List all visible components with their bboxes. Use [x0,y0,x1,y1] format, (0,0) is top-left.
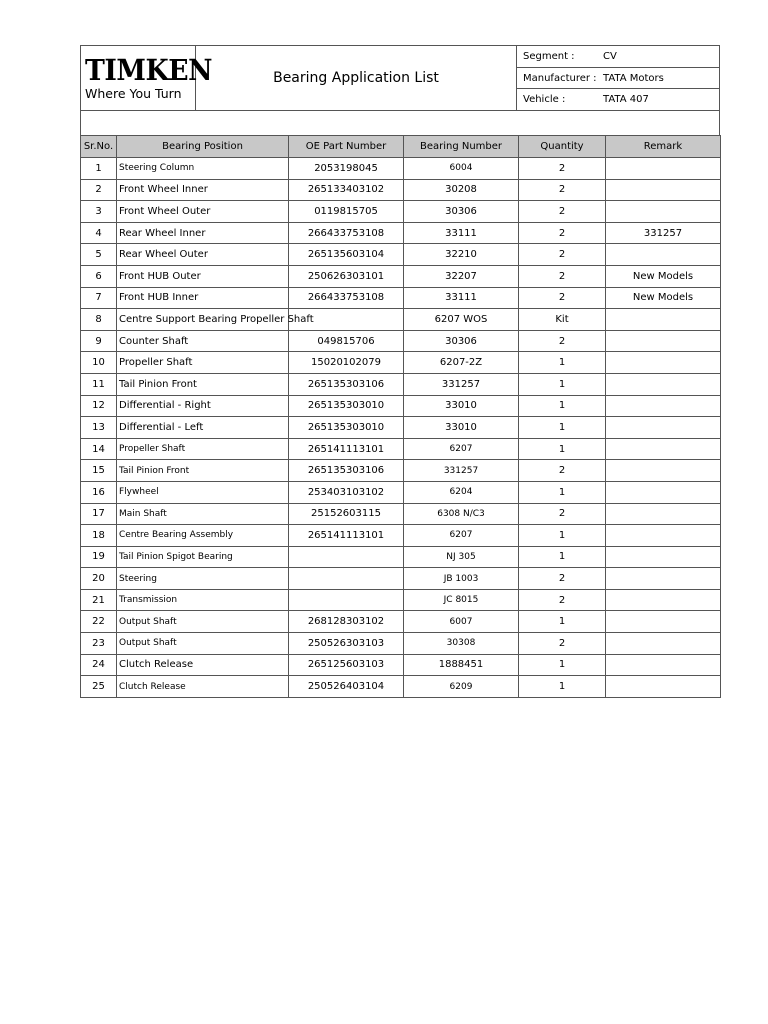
cell-remark [606,158,721,180]
cell-sr-no: 13 [81,417,117,439]
cell-bearing-position: Clutch Release [117,676,289,698]
cell-sr-no: 7 [81,287,117,309]
cell-bearing-number: JB 1003 [404,568,519,590]
cell-remark [606,309,721,331]
cell-sr-no: 10 [81,352,117,374]
cell-quantity: 1 [519,654,606,676]
cell-remark [606,244,721,266]
cell-bearing-number: NJ 305 [404,546,519,568]
cell-sr-no: 22 [81,611,117,633]
cell-oe-part-number: 250526303103 [289,633,404,655]
cell-bearing-position: Differential - Right [117,395,289,417]
cell-quantity: Kit [519,309,606,331]
meta-vehicle [517,89,719,110]
table-row [81,222,721,244]
cell-bearing-position: Steering Column [117,158,289,180]
meta-label: Manufacturer : [523,72,597,84]
cell-oe-part-number [289,589,404,611]
cell-remark [606,589,721,611]
cell-oe-part-number: 265125603103 [289,654,404,676]
cell-quantity: 1 [519,438,606,460]
cell-oe-part-number: 268128303102 [289,611,404,633]
cell-bearing-number: 30308 [404,633,519,655]
cell-bearing-number: 331257 [404,373,519,395]
cell-bearing-position: Output Shaft [117,633,289,655]
cell-oe-part-number: 25152603115 [289,503,404,525]
cell-bearing-position: Propeller Shaft [117,352,289,374]
cell-sr-no: 24 [81,654,117,676]
cell-sr-no: 19 [81,546,117,568]
cell-quantity: 1 [519,481,606,503]
cell-bearing-number: 6007 [404,611,519,633]
col-header-bearing-position: Bearing Position [117,136,289,158]
cell-remark: New Models [606,265,721,287]
cell-remark: New Models [606,287,721,309]
cell-sr-no: 8 [81,309,117,331]
table-row [81,676,721,698]
table-row [81,309,721,331]
cell-bearing-number: 6204 [404,481,519,503]
table-row [81,546,721,568]
cell-quantity: 2 [519,244,606,266]
table-body [81,158,721,698]
cell-bearing-position: Centre Support Bearing Propeller Shaft [117,309,289,331]
cell-bearing-position: Front HUB Inner [117,287,289,309]
vehicle-meta [517,46,719,110]
cell-oe-part-number [289,568,404,590]
cell-remark [606,633,721,655]
cell-remark: 331257 [606,222,721,244]
cell-oe-part-number: 265135303010 [289,417,404,439]
cell-quantity: 2 [519,568,606,590]
cell-bearing-number: 33111 [404,287,519,309]
cell-remark [606,568,721,590]
cell-bearing-number: 30306 [404,201,519,223]
cell-sr-no: 12 [81,395,117,417]
cell-bearing-position: Main Shaft [117,503,289,525]
cell-bearing-position: Flywheel [117,481,289,503]
cell-sr-no: 2 [81,179,117,201]
cell-quantity: 2 [519,287,606,309]
cell-oe-part-number: 250626303101 [289,265,404,287]
cell-remark [606,352,721,374]
cell-bearing-position: Steering [117,568,289,590]
cell-oe-part-number: 266433753108 [289,287,404,309]
table-row [81,568,721,590]
cell-bearing-position: Tail Pinion Front [117,460,289,482]
cell-bearing-position: Differential - Left [117,417,289,439]
cell-oe-part-number: 265141113101 [289,438,404,460]
cell-bearing-number: 30208 [404,179,519,201]
cell-bearing-number: 33010 [404,395,519,417]
cell-oe-part-number: 15020102079 [289,352,404,374]
cell-oe-part-number: 2053198045 [289,158,404,180]
meta-segment [517,46,719,68]
cell-oe-part-number: 265135303106 [289,373,404,395]
cell-sr-no: 18 [81,525,117,547]
cell-quantity: 1 [519,395,606,417]
cell-bearing-position: Transmission [117,589,289,611]
cell-remark [606,417,721,439]
cell-sr-no: 14 [81,438,117,460]
cell-sr-no: 6 [81,265,117,287]
meta-label: Segment : [523,50,575,62]
table-row [81,611,721,633]
cell-oe-part-number: 265135303010 [289,395,404,417]
cell-bearing-position: Front Wheel Inner [117,179,289,201]
cell-quantity: 2 [519,201,606,223]
cell-bearing-number: 6004 [404,158,519,180]
cell-oe-part-number: 049815706 [289,330,404,352]
cell-bearing-number: JC 8015 [404,589,519,611]
cell-oe-part-number: 250526403104 [289,676,404,698]
cell-bearing-position: Front Wheel Outer [117,201,289,223]
timken-logo [81,46,213,110]
cell-sr-no: 21 [81,589,117,611]
col-header-bearing-number: Bearing Number [404,136,519,158]
cell-quantity: 2 [519,503,606,525]
table-row [81,481,721,503]
cell-oe-part-number [289,546,404,568]
cell-sr-no: 25 [81,676,117,698]
meta-value: CV [603,50,617,62]
cell-sr-no: 5 [81,244,117,266]
cell-remark [606,460,721,482]
cell-bearing-position: Rear Wheel Outer [117,244,289,266]
cell-bearing-position: Front HUB Outer [117,265,289,287]
cell-sr-no: 9 [81,330,117,352]
cell-remark [606,481,721,503]
cell-quantity: 1 [519,352,606,374]
cell-remark [606,546,721,568]
cell-sr-no: 11 [81,373,117,395]
cell-remark [606,330,721,352]
table-row [81,395,721,417]
table-row [81,330,721,352]
cell-remark [606,179,721,201]
cell-bearing-number: 6209 [404,676,519,698]
cell-quantity: 2 [519,330,606,352]
table-row [81,352,721,374]
table-row [81,244,721,266]
table-row [81,201,721,223]
cell-bearing-position: Tail Pinion Front [117,373,289,395]
cell-quantity: 1 [519,417,606,439]
cell-sr-no: 23 [81,633,117,655]
cell-quantity: 2 [519,589,606,611]
cell-sr-no: 3 [81,201,117,223]
cell-bearing-number: 6207 [404,438,519,460]
cell-remark [606,676,721,698]
cell-bearing-position: Tail Pinion Spigot Bearing [117,546,289,568]
cell-sr-no: 4 [81,222,117,244]
cell-oe-part-number: 265133403102 [289,179,404,201]
bearing-table [80,135,721,698]
meta-label: Vehicle : [523,94,566,106]
cell-quantity: 2 [519,222,606,244]
cell-remark [606,654,721,676]
table-row [81,373,721,395]
cell-remark [606,201,721,223]
table-header-row [81,136,721,158]
table-row [81,287,721,309]
table-row [81,589,721,611]
cell-sr-no: 16 [81,481,117,503]
cell-remark [606,395,721,417]
document-title: Bearing Application List [196,46,517,110]
cell-quantity: 2 [519,633,606,655]
cell-quantity: 2 [519,460,606,482]
cell-oe-part-number: 265135303106 [289,460,404,482]
cell-bearing-number: 32207 [404,265,519,287]
cell-oe-part-number: 0119815705 [289,201,404,223]
table-row [81,525,721,547]
cell-bearing-number: 30306 [404,330,519,352]
cell-bearing-number: 1888451 [404,654,519,676]
table-row [81,460,721,482]
cell-quantity: 1 [519,546,606,568]
logo-tagline: Where You Turn [85,85,182,101]
bearing-application-sheet [80,45,720,698]
col-header-quantity: Quantity [519,136,606,158]
cell-bearing-number: 33111 [404,222,519,244]
cell-sr-no: 17 [81,503,117,525]
meta-value: TATA Motors [603,72,664,84]
table-row [81,158,721,180]
cell-sr-no: 20 [81,568,117,590]
table-row [81,633,721,655]
meta-manufacturer [517,68,719,90]
table-row [81,654,721,676]
cell-oe-part-number: 266433753108 [289,222,404,244]
cell-bearing-position: Counter Shaft [117,330,289,352]
cell-bearing-position: Propeller Shaft [117,438,289,460]
col-header-remark: Remark [606,136,721,158]
cell-quantity: 1 [519,676,606,698]
cell-bearing-position: Clutch Release [117,654,289,676]
cell-quantity: 2 [519,158,606,180]
blank-row [80,110,720,135]
table-row [81,503,721,525]
table-row [81,417,721,439]
meta-value: TATA 407 [603,94,649,106]
cell-remark [606,503,721,525]
cell-bearing-number: 6207 WOS [404,309,519,331]
cell-bearing-number: 331257 [404,460,519,482]
table-row [81,179,721,201]
cell-quantity: 1 [519,525,606,547]
cell-bearing-number: 33010 [404,417,519,439]
cell-quantity: 1 [519,611,606,633]
logo-wordmark: TIMKEN [85,52,213,87]
cell-bearing-number: 6207 [404,525,519,547]
table-row [81,438,721,460]
sheet-header [80,45,720,110]
cell-bearing-number: 6207-2Z [404,352,519,374]
col-header-oe-part-number: OE Part Number [289,136,404,158]
cell-sr-no: 15 [81,460,117,482]
cell-oe-part-number: 265141113101 [289,525,404,547]
cell-bearing-number: 6308 N/C3 [404,503,519,525]
cell-bearing-position: Centre Bearing Assembly [117,525,289,547]
cell-bearing-number: 32210 [404,244,519,266]
cell-bearing-position: Output Shaft [117,611,289,633]
cell-oe-part-number: 253403103102 [289,481,404,503]
cell-quantity: 1 [519,373,606,395]
cell-oe-part-number: 265135603104 [289,244,404,266]
cell-remark [606,373,721,395]
col-header-sr-no: Sr.No. [81,136,117,158]
cell-remark [606,525,721,547]
cell-quantity: 2 [519,265,606,287]
cell-quantity: 2 [519,179,606,201]
cell-bearing-position: Rear Wheel Inner [117,222,289,244]
table-row [81,265,721,287]
cell-remark [606,438,721,460]
cell-remark [606,611,721,633]
cell-sr-no: 1 [81,158,117,180]
